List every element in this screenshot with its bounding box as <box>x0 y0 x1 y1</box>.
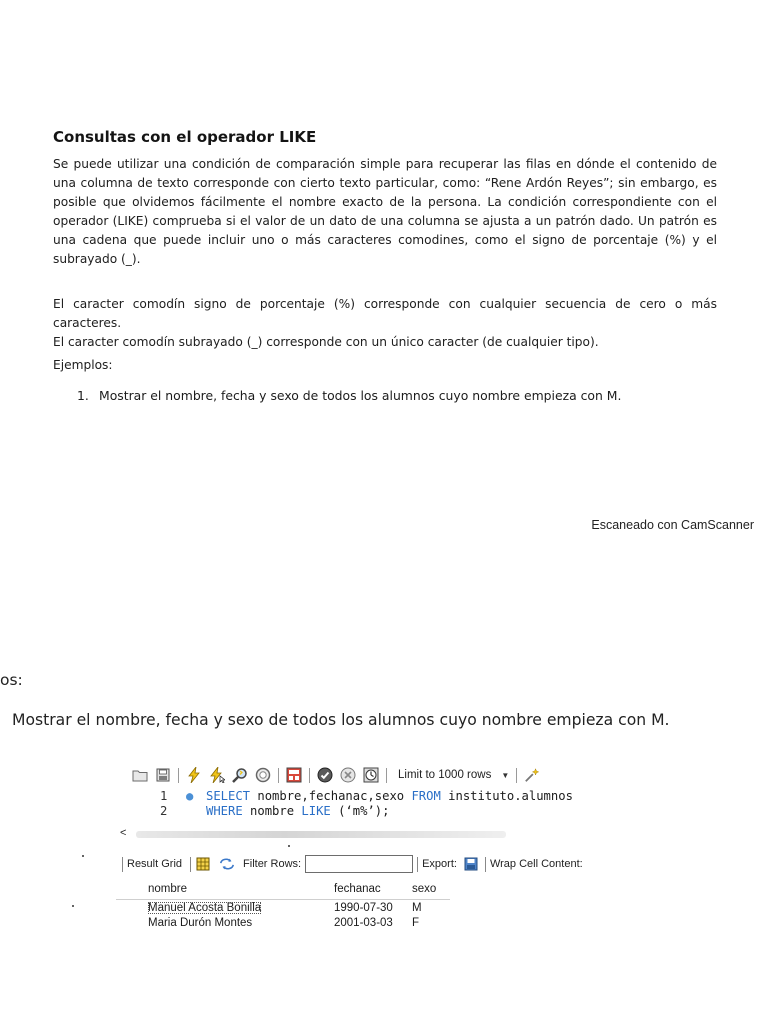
scroll-left-icon[interactable]: < <box>120 827 127 839</box>
example-text-large: Mostrar el nombre, fecha y sexo de todos los alumnos cuyo nombre empieza con M. <box>12 711 670 729</box>
grid-header-row <box>116 878 450 900</box>
examples-label: Ejemplos: <box>53 358 113 372</box>
chevron-down-icon: ▼ <box>501 771 510 780</box>
result-toolbar <box>118 853 583 875</box>
commit-icon[interactable] <box>317 767 333 783</box>
scan-speck <box>288 845 290 847</box>
refresh-icon[interactable] <box>219 856 235 872</box>
table-cell[interactable] <box>116 900 330 916</box>
export-label: Export: <box>422 858 457 870</box>
toolbar-separator <box>516 768 517 783</box>
percent-wildcard-line: El caracter comodín signo de porcentaje (%) corresponde con cualquier secuencia de cero o más caracteres. <box>53 297 717 330</box>
filter-rows-label: Filter Rows: <box>243 858 302 870</box>
code-line-1 <box>160 789 573 804</box>
toggle-output-icon[interactable] <box>286 767 302 783</box>
toolbar-separator <box>417 857 418 872</box>
lightning-icon[interactable] <box>186 767 202 783</box>
toolbar-separator <box>386 768 387 783</box>
statement-marker-icon: ● <box>186 789 194 803</box>
filter-rows-input[interactable] <box>305 855 413 873</box>
wildcards-paragraph <box>53 295 717 352</box>
rollback-icon[interactable] <box>340 767 356 783</box>
scanned-page-bottom <box>0 640 768 1024</box>
folder-icon[interactable] <box>132 767 148 783</box>
example-text: Mostrar el nombre, fecha y sexo de todos los alumnos cuyo nombre empieza con M. <box>99 388 622 403</box>
cut-off-examples-label: os: <box>0 671 23 689</box>
lightning-cursor-icon[interactable] <box>209 767 225 783</box>
workbench-screenshot <box>110 760 670 950</box>
line-number: 1 <box>160 789 168 803</box>
sql-editor[interactable] <box>160 789 573 819</box>
toolbar-separator <box>278 768 279 783</box>
toolbar-separator <box>178 768 179 783</box>
table-cell[interactable]: F <box>412 916 420 929</box>
sql-text: nombre,fechanac,sexo <box>250 789 412 803</box>
table-row[interactable] <box>116 915 450 930</box>
toolbar-separator <box>485 857 486 872</box>
table-cell[interactable]: Maria Durón Montes <box>148 916 253 929</box>
column-header-sexo[interactable]: sexo <box>408 878 450 900</box>
sql-keyword: FROM <box>411 789 441 803</box>
toolbar-separator <box>190 857 191 872</box>
selected-cell-value[interactable]: Manuel Acosta Bonilla <box>148 901 262 914</box>
toolbar-separator <box>122 857 123 872</box>
underscore-wildcard-line: El caracter comodín subrayado (_) corresponde con un único caracter (de cualquier tipo). <box>53 335 599 349</box>
sql-text: instituto.alumnos <box>440 789 573 803</box>
result-grid <box>116 878 450 930</box>
scrollbar-track[interactable] <box>136 831 506 838</box>
example-number: 1. <box>77 388 89 403</box>
table-cell[interactable]: M <box>412 901 422 914</box>
scan-speck <box>82 855 84 857</box>
limit-rows-select[interactable] <box>398 769 509 781</box>
line-number: 2 <box>160 804 168 818</box>
beautify-icon[interactable] <box>524 767 540 783</box>
table-cell[interactable]: 2001-03-03 <box>334 916 393 929</box>
camscanner-watermark: Escaneado con CamScanner <box>591 518 754 532</box>
example-item-1 <box>77 388 621 403</box>
result-grid-tab[interactable]: Result Grid <box>127 858 183 870</box>
table-row[interactable] <box>116 900 450 916</box>
sql-text: (‘m%’); <box>330 804 390 818</box>
like-description-paragraph: Se puede utilizar una condición de comparación simple para recuperar las filas en dónde el contenido de una columna de texto corresponde con cierto texto particular, como: “Rene Ardón Reyes”; sin embargo, es posible que olvidemos fácilmente el nombre exacto de la persona. La condición correspondiente con el operador (LIKE) comprueba si el valor de un dato de una columna se ajusta a un patrón dado. Un patrón es una cadena que puede incluir uno o más caracteres comodines, como el signo de porcentaje (%) y el subrayado (_). <box>53 157 717 266</box>
limit-rows-label: Limit to 1000 rows <box>398 769 492 781</box>
column-header-fechanac[interactable]: fechanac <box>330 878 408 900</box>
save-icon[interactable] <box>155 767 171 783</box>
toolbar-separator <box>309 768 310 783</box>
stop-icon[interactable] <box>255 767 271 783</box>
sql-keyword: SELECT <box>206 789 251 803</box>
horizontal-scrollbar[interactable] <box>118 826 518 844</box>
sql-text: nombre <box>242 804 302 818</box>
grid-view-icon[interactable] <box>195 856 211 872</box>
section-heading: Consultas con el operador LIKE <box>53 128 317 146</box>
autocommit-icon[interactable] <box>363 767 379 783</box>
scan-speck <box>72 905 74 907</box>
sql-keyword: LIKE <box>301 804 331 818</box>
table-cell[interactable]: 1990-07-30 <box>334 901 393 914</box>
column-header-nombre[interactable]: nombre <box>116 878 330 900</box>
magnifier-icon[interactable] <box>232 767 248 783</box>
sql-keyword: WHERE <box>206 804 243 818</box>
sql-editor-toolbar <box>132 764 540 786</box>
code-line-2 <box>160 804 573 819</box>
export-save-icon[interactable] <box>463 856 479 872</box>
wrap-cell-content-toggle[interactable]: Wrap Cell Content: <box>489 858 583 870</box>
